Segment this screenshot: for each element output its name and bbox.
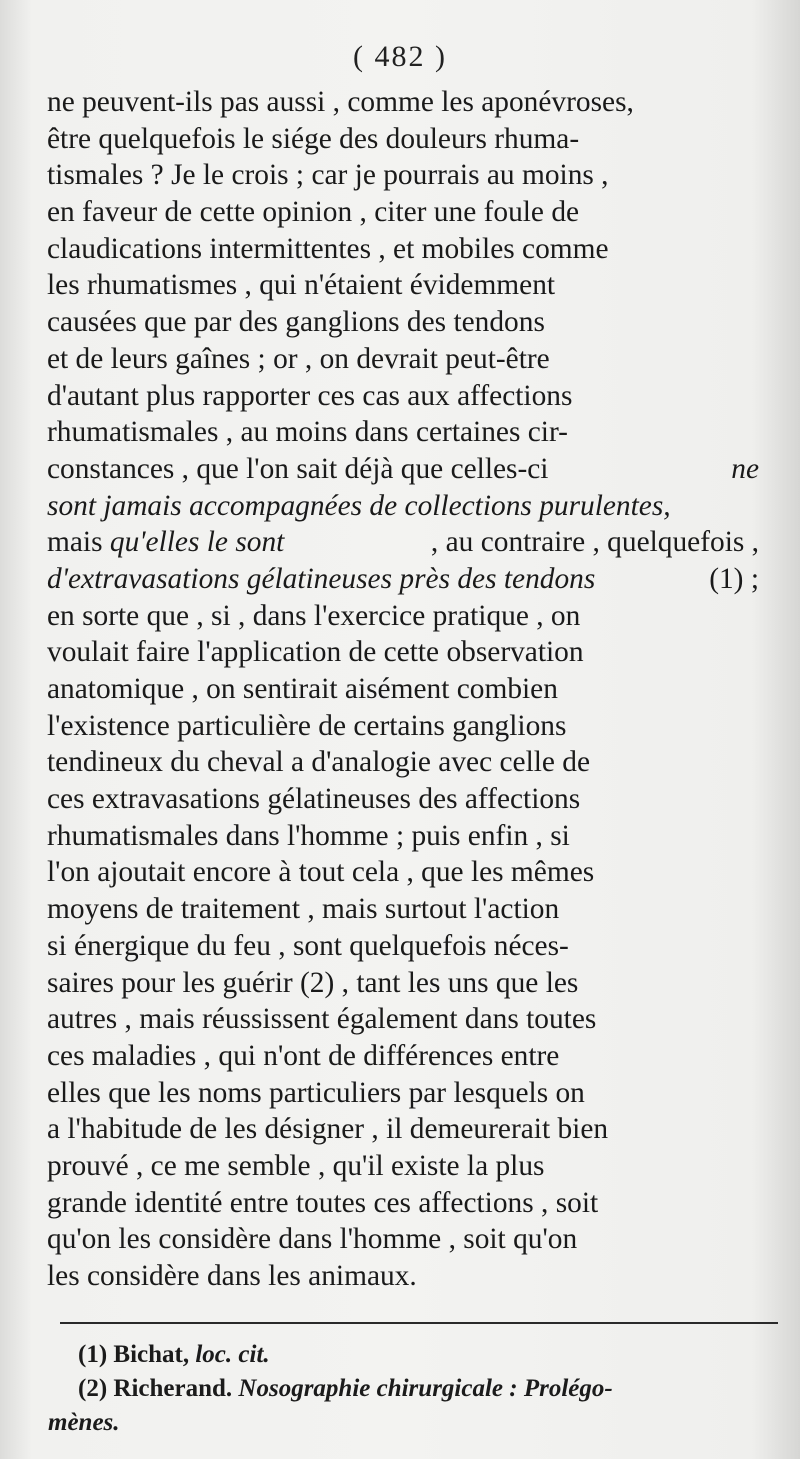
text-line [47,1111,759,1148]
line-text: rhumatismales dans l'homme ; puis enfin , si [47,819,570,852]
text-line [47,781,759,818]
line-text: anatomique , on sentirait aisément combien [47,673,558,705]
line-text: saires pour les guérir (2) , tant les uns que les [47,966,579,999]
line-text-part: mais [47,526,103,559]
text-line [47,267,759,304]
line-text-italic: ne [731,452,759,485]
line-text-italic: qu'elles le sont [109,526,285,559]
line-text: grande identité entre toutes ces affections , soit [47,1186,599,1219]
line-text: voulait faire l'application de cette observation [47,636,584,669]
text-line [47,1148,759,1185]
text-line [47,84,759,121]
text-line [47,854,759,891]
line-text: elles que les noms particuliers par lesquels on [47,1076,585,1109]
text-line [47,634,759,671]
text-line [47,414,759,451]
line-text: être quelquefois le siége des douleurs rhuma- [47,122,580,155]
page-number: ( 482 ) [353,40,447,73]
text-line [47,451,759,488]
line-text [47,524,284,561]
text-line [47,121,759,158]
footnote-mark: (2) [78,1375,108,1402]
line-text: en sorte que , si , dans l'exercice pratique , on [47,599,581,632]
text-line [47,1001,759,1038]
text-line [47,378,759,415]
text-line [47,341,759,378]
line-text-italic: sont jamais accompagnées de collections purulentes, [47,489,671,522]
line-text: qu'on les considère dans l'homme , soit qu'on [47,1223,578,1256]
text-line [47,1185,759,1222]
line-text: constances , que l'on sait déjà que celles-ci [47,452,549,485]
line-text: les considère dans les animaux. [47,1260,417,1292]
footnote-author: Bichat, [113,1341,190,1368]
footnote-1 [78,1338,768,1372]
line-text: rhumatismales , au moins dans certaines cir- [47,416,568,449]
footnotes [48,1338,768,1440]
text-line [47,671,759,708]
line-text: causées que par des ganglions des tendons [47,306,545,339]
text-line [47,1258,759,1295]
text-line [47,965,759,1002]
text-line [47,708,759,745]
text-line [47,157,759,194]
line-text: l'existence particulière de certains ganglions [47,709,567,742]
line-text: ces extravasations gélatineuses des affections [47,783,581,816]
text-line [47,928,759,965]
text-line [47,891,759,928]
line-text: , au contraire , quelquefois , [430,526,759,559]
line-text: d'autant plus rapporter ces cas aux affections [47,379,573,412]
footnote-2 [78,1372,768,1406]
text-line [47,1038,759,1075]
line-text: ces maladies , qui n'ont de différences entre [47,1039,560,1072]
footnote-mark: (1) [78,1341,108,1368]
line-text: les rhumatismes , qui n'étaient évidemment [47,269,556,302]
footnote-reference: loc. cit. [195,1341,270,1368]
text-line [47,1221,759,1258]
line-text: a l'habitude de les désigner , il demeurerait bien [47,1113,609,1146]
line-text-italic: d'extravasations gélatineuses près des tendons [47,562,596,595]
line-text: ne peuvent-ils pas aussi , comme les aponévroses, [47,86,634,118]
text-line [47,524,759,561]
line-text: si énergique du feu , sont quelquefois néces- [47,929,569,962]
text-line [47,194,759,231]
line-text: moyens de traitement , mais surtout l'action [47,893,560,926]
text-line [47,1075,759,1112]
footnote-separator [60,1322,778,1324]
line-text: claudications intermittentes , et mobiles comme [47,232,609,265]
text-line [47,818,759,855]
text-line [47,561,759,598]
footnote-author: Richerand. [113,1375,233,1402]
text-line [47,598,759,635]
line-text: autres , mais réussissent également dans toutes [47,1003,597,1036]
line-text: tendineux du cheval a d'analogie avec celle de [47,746,591,779]
text-line [47,304,759,341]
footnote-2-continuation [48,1406,768,1440]
line-text: en faveur de cette opinion , citer une foule de [47,196,580,229]
line-text: tismales ? Je le crois ; car je pourrais au moins , [47,159,609,192]
line-text: et de leurs gaînes ; or , on devrait peut-être [47,342,550,375]
text-line [47,231,759,268]
footnote-ref: (1) ; [709,562,759,595]
line-text: prouvé , ce me semble , qu'il existe la plus [47,1149,545,1182]
footnote-title-continued: mènes. [48,1409,120,1436]
line-text: l'on ajoutait encore à tout cela , que les mêmes [47,856,595,889]
text-line [47,744,759,781]
text-line [47,488,759,525]
footnote-title: Nosographie chirurgicale : Prolégo- [238,1375,613,1402]
body-text [47,84,759,1295]
